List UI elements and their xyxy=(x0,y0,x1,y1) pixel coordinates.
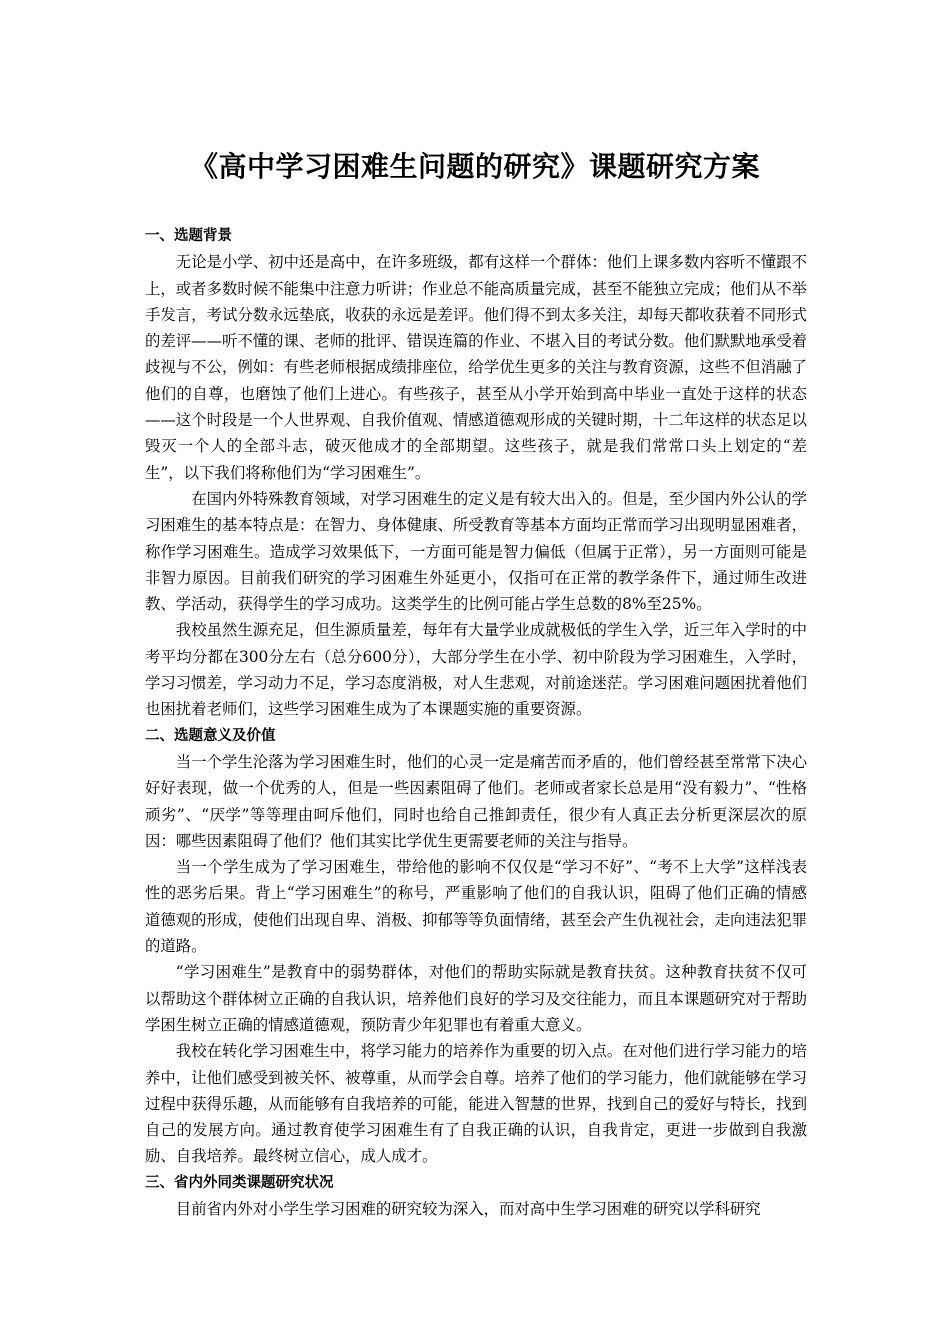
section-background xyxy=(145,223,807,723)
document-body xyxy=(145,223,807,1222)
paragraph: 当一个学生成为了学习困难生，带给他的影响不仅仅是“学习不好”、“考不上大学”这样浅表性的恶劣后果。背上“学习困难生”的称号，严重影响了他们的自我认识，阻碍了他们正确的情感道德观的形成，使他们出现自卑、消极、抑郁等等负面情绪，甚至会产生仇视社会，走向违法犯罪的道路。 xyxy=(145,858,807,956)
section-heading: 二、选题意义及价值 xyxy=(145,727,276,744)
section-heading: 三、省内外同类课题研究状况 xyxy=(145,1174,334,1191)
section-heading: 一、选题背景 xyxy=(145,228,232,244)
paragraph: 我校在转化学习困难生中，将学习能力的培养作为重要的切入点。在对他们进行学习能力的培养中，让他们感受到被关怀、被尊重，从而学会自尊。培养了他们的学习能力，他们就能够在学习过程中获得乐趣，从而能够有自我培养的可能，能进入智慧的世界，找到自己的爱好与特长，找到自己的发展方向。通过教育使学习困难生有了自我正确的认识，自我肯定，更进一步做到自我激励、自我培养。最终树立信心，成人成才。 xyxy=(145,1042,807,1166)
section-significance xyxy=(145,723,807,1170)
paragraph: 我校虽然生源充足，但生源质量差，每年有大量学业成就极低的学生入学，近三年入学时的中考平均分都在300分左右（总分600分），大部分学生在小学、初中阶段为学习困难生，入学时，学习习惯差，学习动力不足，学习态度消极，对人生悲观，对前途迷茫。学习困难问题困扰着他们也困扰着老师们，这些学习困难生成为了本课题实施的重要资源。 xyxy=(145,621,807,719)
paragraph: 当一个学生沦落为学习困难生时，他们的心灵一定是痛苦而矛盾的，他们曾经甚至常常下决心好好表现，做一个优秀的人，但是一些因素阻碍了他们。老师或者家长总是用“没有毅力”、“性格顽劣”、“厌学”等等理由呵斥他们，同时也给自己推卸责任，很少有人真正去分析更深层次的原因：哪些因素阻碍了他们？他们其实比学优生更需要老师的关注与指导。 xyxy=(145,752,807,850)
paragraph: 目前省内外对小学生学习困难的研究较为深入，而对高中生学习困难的研究以学科研究 xyxy=(175,1199,761,1218)
paragraph: 在国内外特殊教育领域，对学习困难生的定义是有较大出入的。但是，至少国内外公认的学习困难生的基本特点是：在智力、身体健康、所受教育等基本方面均正常而学习出现明显困难者，称作学习困难生。造成学习效果低下，一方面可能是智力偏低（但属于正常），另一方面则可能是非智力原因。目前我们研究的学习困难生外延更小，仅指可在正常的教学条件下，通过师生改进教、学活动，获得学生的学习成功。这类学生的比例可能占学生总数的8%至25%。 xyxy=(145,489,807,614)
section-research-status xyxy=(145,1170,807,1223)
paragraph: “学习困难生”是教育中的弱势群体，对他们的帮助实际就是教育扶贫。这种教育扶贫不仅可以帮助这个群体树立正确的自我认识，培养他们良好的学习及交往能力，而且本课题研究对于帮助学困生树立正确的情感道德观，预防青少年犯罪也有着重大意义。 xyxy=(145,963,807,1034)
document-title: 《高中学习困难生问题的研究》课题研究方案 xyxy=(189,149,760,183)
paragraph: 无论是小学、初中还是高中，在许多班级，都有这样一个群体：他们上课多数内容听不懂跟不上，或者多数时候不能集中注意力听讲；作业总不能高质量完成，甚至不能独立完成；他们从不举手发言，考试分数永远垫底，收获的永远是差评。他们得不到太多关注，却每天都收获着不同形式的差评——听不懂的课、老师的批评、错误连篇的作业、不堪入目的考试分数。他们默默地承受着歧视与不公，例如：有些老师根据成绩排座位，给学优生更多的关注与教育资源，这些不但消融了他们的自尊，也磨蚀了他们上进心。有些孩子，甚至从小学开始到高中毕业一直处于这样的状态——这个时段是一个人世界观、自我价值观、情感道德观形成的关键时期，十二年这样的状态足以毁灭一个人的全部斗志，破灭他成才的全部期望。这些孩子，就是我们常常口头上划定的“差生”，以下我们将称他们为“学习困难生”。 xyxy=(145,253,807,482)
